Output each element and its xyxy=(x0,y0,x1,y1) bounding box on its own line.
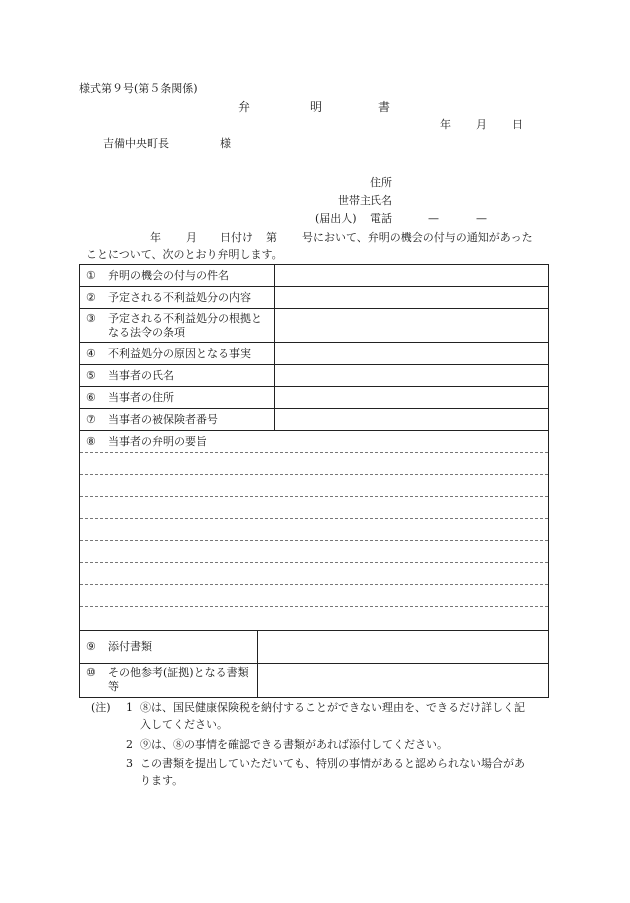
table-row xyxy=(80,309,549,343)
intro-month: 月 xyxy=(186,231,197,244)
case-title-field[interactable] xyxy=(274,265,548,287)
table-row xyxy=(80,365,549,387)
row-label xyxy=(80,265,275,287)
row-number: ⑩ xyxy=(86,666,96,679)
row-label-text: その他参考(証拠)となる書類等 xyxy=(108,666,249,693)
row-label-text: 予定される不利益処分の根拠となる法令の条項 xyxy=(108,311,262,339)
disposition-content-field[interactable] xyxy=(274,287,548,309)
name-label: 氏名 xyxy=(370,194,392,207)
intro-number-prefix: 第 xyxy=(266,231,277,244)
table-row xyxy=(80,265,549,287)
row-number: ③ xyxy=(86,311,96,325)
legal-basis-field[interactable] xyxy=(274,309,548,343)
title-char-1: 弁 xyxy=(238,100,251,114)
note-text-continued: 入してください。 xyxy=(140,718,228,731)
table-row xyxy=(80,431,549,631)
intro-year: 年 xyxy=(150,231,161,244)
note-number: 2 xyxy=(126,738,133,751)
explanation-summary-area[interactable] xyxy=(80,431,549,631)
row-label xyxy=(80,309,275,343)
row-number: ① xyxy=(86,268,96,282)
row-number: ⑨ xyxy=(86,639,96,653)
honorific: 様 xyxy=(220,137,231,150)
note-text: この書類を提出していただいても、特別の事情があると認められない場合があ xyxy=(140,757,525,770)
row-label xyxy=(80,631,258,663)
row-label xyxy=(80,409,275,431)
form-code: 様式第９号(第５条関係) xyxy=(79,82,198,95)
row-number: ⑤ xyxy=(86,368,96,382)
party-address-field[interactable] xyxy=(274,387,548,409)
row-label xyxy=(80,663,258,697)
explanation-form-table xyxy=(79,264,549,631)
intro-dated: 日付け xyxy=(220,231,253,244)
row-label xyxy=(80,431,548,452)
row-label xyxy=(80,287,275,309)
row-label-text: 弁明の機会の付与の件名 xyxy=(108,268,229,282)
row-label-text: 当事者の氏名 xyxy=(108,368,174,382)
addressee: 吉備中央町長 xyxy=(103,137,169,150)
note-number: 1 xyxy=(126,701,133,714)
phone-label: 電話 xyxy=(370,212,392,225)
attachments-table xyxy=(79,631,549,698)
date-year: 年 xyxy=(440,118,451,131)
table-row xyxy=(80,409,549,431)
filer-label: (届出人) xyxy=(315,212,357,225)
title-char-2: 明 xyxy=(310,100,323,114)
writing-line xyxy=(80,606,548,607)
table-row xyxy=(80,387,549,409)
date-day: 日 xyxy=(512,118,523,131)
row-number: ⑧ xyxy=(86,435,96,448)
party-name-field[interactable] xyxy=(274,365,548,387)
cause-facts-field[interactable] xyxy=(274,343,548,365)
row-number: ④ xyxy=(86,346,96,360)
intro-text: 号において、弁明の機会の付与の通知があった xyxy=(302,231,533,244)
row-number: ② xyxy=(86,290,96,304)
insured-number-field[interactable] xyxy=(274,409,548,431)
date-month: 月 xyxy=(476,118,487,131)
intro-line-2: ことについて、次のとおり弁明します。 xyxy=(86,248,283,261)
row-label-text: 当事者の弁明の要旨 xyxy=(108,435,207,448)
row-label-text: 添付書類 xyxy=(108,639,152,653)
row-label-text: 当事者の被保険者番号 xyxy=(108,412,218,426)
row-label-text: 予定される不利益処分の内容 xyxy=(108,290,251,304)
note-text-continued: ります。 xyxy=(140,774,184,787)
row-label-text: 当事者の住所 xyxy=(108,390,174,404)
row-number: ⑥ xyxy=(86,390,96,404)
phone-separator-1: — xyxy=(428,212,439,225)
note-text: ⑧は、国民健康保険税を納付することができない理由を、できるだけ詳しく記 xyxy=(140,701,525,714)
table-row xyxy=(80,343,549,365)
notes-prefix: (注) xyxy=(91,701,111,714)
reference-documents-field[interactable] xyxy=(257,663,548,697)
row-number: ⑦ xyxy=(86,412,96,426)
note-text: ⑨は、⑧の事情を確認できる書類があれば添付してください。 xyxy=(140,738,448,751)
row-label-text: 不利益処分の原因となる事実 xyxy=(108,346,251,360)
phone-separator-2: — xyxy=(476,212,487,225)
table-row xyxy=(80,663,549,697)
table-row xyxy=(80,631,549,663)
row-label xyxy=(80,387,275,409)
row-label xyxy=(80,365,275,387)
row-label xyxy=(80,343,275,365)
attached-documents-field[interactable] xyxy=(257,631,548,663)
address-label: 住所 xyxy=(370,176,392,189)
table-row xyxy=(80,287,549,309)
householder-label: 世帯主 xyxy=(338,194,371,207)
title-char-3: 書 xyxy=(378,100,391,114)
note-number: 3 xyxy=(126,757,133,770)
